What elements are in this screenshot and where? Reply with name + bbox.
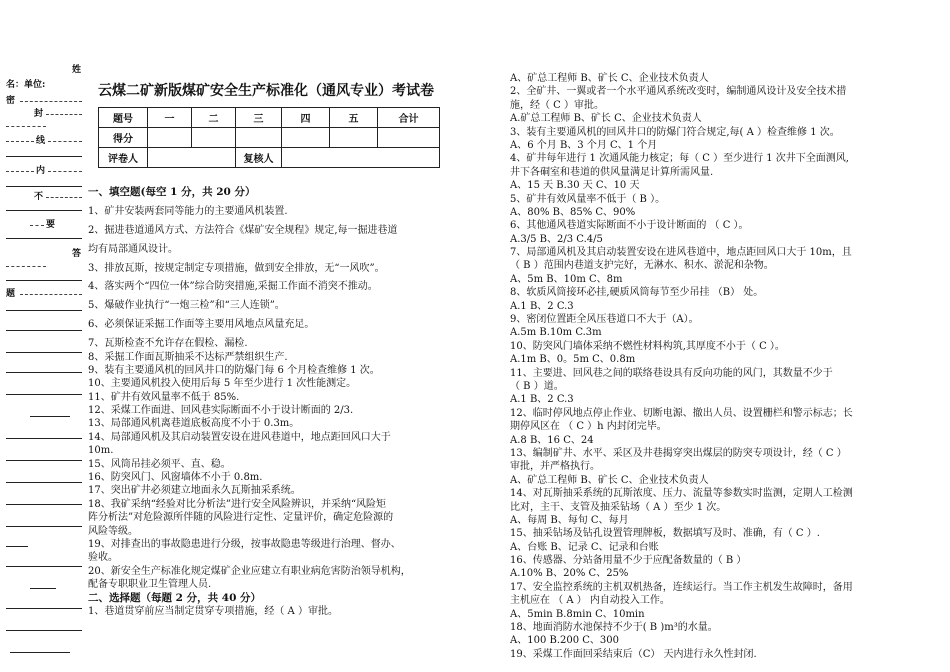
question-line: 2、掘进巷道通风方式、方法符合《煤矿安全规程》规定,每一掘进巷道: [88, 224, 398, 236]
fill-line: [6, 352, 82, 353]
right-column: [510, 72, 905, 661]
question-line: 10、防突风门墙体采纳不燃性材料构筑,其厚度不小于（ C ）。: [510, 340, 785, 352]
question-line: 18、地面消防水池保持不少于( B )m³的水量。: [510, 622, 718, 634]
question-line: 风险等级。: [88, 525, 138, 537]
fill-line: [6, 504, 82, 505]
left-column: [88, 186, 448, 618]
question-line: A.10% B、20% C、25%: [510, 568, 629, 580]
seal-line: [48, 171, 82, 172]
question-line: 7、瓦斯检查不允许存在假检、漏检.: [88, 338, 248, 350]
question-line: A.1 B、2 C.3: [510, 394, 574, 406]
score-cell[interactable]: [148, 128, 192, 148]
question-line: 比对，主干、支管及抽采钻场（ A ）至少 1 次。: [510, 501, 727, 513]
question-line: 8、采掘工作面瓦斯抽采不达标严禁组织生产.: [88, 351, 288, 363]
question-line: 均有局部通风设计。: [88, 243, 178, 255]
label-xing: 姓: [72, 65, 82, 75]
question-line: （ B ）道。: [510, 380, 564, 392]
question-line: 验收。: [88, 552, 118, 564]
question-line: 14、局部通风机及其启动装置安设在进风巷道中，地点距回风口大于: [88, 431, 391, 443]
fill-line: [6, 186, 82, 187]
seal-line: [20, 101, 82, 102]
question-line: A.1 B、2 C.3: [510, 300, 574, 312]
header-part-1: 一: [148, 108, 192, 128]
question-line: 16、传感器、分站备用量不少于应配备数量的（ B ）: [510, 555, 747, 567]
question-line: A、80% B、85% C、90%: [510, 206, 636, 218]
seal-line: [48, 141, 82, 142]
question-line: 6、其他通风巷道实际断面不小于设计断面的 （ C ）。: [510, 220, 749, 232]
label-name-unit: 名：单位:: [6, 80, 46, 90]
question-line: 18、我矿采纳“经验对比分析法”进行安全风险辨识，并采纳“风险矩: [88, 498, 387, 510]
question-line: 8、软质风筒接环必挂,硬质风筒每节至少吊挂 （B） 处。: [510, 287, 764, 299]
question-line: 14、对瓦斯抽采系统的瓦斯浓度、压力、流量等参数实时监测，定期人工检测: [510, 488, 853, 500]
fill-line: [6, 608, 82, 609]
score-cell[interactable]: [192, 128, 236, 148]
question-line: 5、爆破作业执行“一炮三检”和“三人连锁”。: [88, 300, 285, 312]
question-line: A、5m B、10m C、8m: [510, 273, 623, 285]
grader-cell[interactable]: [148, 148, 236, 168]
fill-line: [6, 394, 82, 395]
question-line: 12、采煤工作面进、回风巷实际断面不小于设计断面的 2/3.: [88, 405, 354, 417]
section-choice-title: 二、选择题（每题 2 分，共 40 分）: [88, 591, 262, 604]
score-cell[interactable]: [330, 128, 378, 148]
question-line: 9、装有主要通风机的回风井口的防爆门每 6 个月检查维修 1 次。: [88, 364, 380, 376]
question-line: A.8 B、16 C、24: [510, 434, 594, 446]
question-line: 2、全矿井、一翼或者一个水平通风系统改变时，编制通风设计及安全技术措: [510, 86, 847, 98]
score-cell[interactable]: [378, 128, 440, 148]
question-line: 19、采煤工作面回采结束后（C） 天内进行永久性封闭.: [510, 648, 757, 660]
fill-line: [6, 482, 82, 483]
fill-line: [6, 238, 82, 239]
question-line: 16、防突风门、风窗墙体不小于 0.8m.: [88, 472, 263, 484]
question-line: A.5m B.10m C.3m: [510, 327, 602, 339]
fill-line: [6, 156, 82, 157]
fill-line: [10, 652, 70, 653]
question-line: 20、新安全生产标准化规定煤矿企业应建立有职业病危害防治领导机构，: [88, 565, 411, 577]
fill-line: [30, 588, 56, 589]
question-line: 13、编制矿井、水平、采区及井巷揭穿突出煤层的防突专项设计，经（ C ）: [510, 447, 847, 459]
question-line: 井下各硐室和巷道的供风量满足计算所需风量.: [510, 166, 714, 178]
seal-line: [46, 114, 82, 115]
question-line: A、每周 B、每旬 C、每月: [510, 514, 629, 526]
question-line: 5、矿井有效风量率不低于（ B ）。: [510, 193, 666, 205]
seal-line: [6, 126, 46, 127]
fill-line: [6, 526, 82, 527]
question-line: 1、巷道贯穿前应当制定贯穿专项措施，经（ A ）审批。: [88, 605, 338, 617]
fill-line: [6, 330, 82, 331]
seal-line: [6, 171, 34, 172]
score-cell[interactable]: [282, 128, 330, 148]
question-line: 4、落实两个“四位一体”综合防突措施,采掘工作面不消突不推动。: [88, 281, 378, 293]
fill-line: [6, 566, 82, 567]
question-line: 13、局部通风机离巷道底板高度不小于 0.3m。: [88, 418, 300, 430]
label-ti: 题: [6, 289, 16, 299]
row-grader-label: 评卷人: [99, 148, 148, 168]
question-line: 17、突出矿井必须建立地面永久瓦斯抽采系统。: [88, 485, 301, 497]
question-line: 19、对排查出的事故隐患进行分级，按事故隐患等级进行治理、督办、: [88, 538, 401, 550]
label-xian: 线: [36, 136, 46, 146]
question-line: 15、风筒吊挂必须平、直、稳。: [88, 458, 231, 470]
question-line: 15、抽采钻场及钻孔设置管理牌板，数据填写及时、准确，有（ C ）.: [510, 528, 820, 540]
question-line: 4、矿井每年进行 1 次通风能力核定；每（ C ）至少进行 1 次井下全面测风,: [510, 153, 849, 165]
question-line: 9、密闭位置距全风压巷道口不大于（A）。: [510, 314, 699, 326]
fill-line: [6, 372, 82, 373]
question-line: 主机应在 （ A ） 内自动投入工作。: [510, 595, 670, 607]
question-line: A.1m B、0。5m C、0.8m: [510, 354, 636, 366]
row-score-label: 得分: [99, 128, 148, 148]
section-fill-in-title: 一、填空题(每空 1 分，共 20 分）: [88, 186, 256, 198]
question-line: 6、必须保证采掘工作面等主要用风地点风量充足。: [88, 319, 315, 331]
question-line: A、15 天 B.30 天 C、10 天: [510, 180, 640, 192]
question-line: 3、装有主要通风机的回风井口的防爆门符合规定,每( A ）检查维修 1 次。: [510, 126, 840, 138]
fill-line: [6, 438, 82, 439]
exam-title: 云煤二矿新版煤矿安全生产标准化（通风专业）考试卷: [98, 83, 434, 99]
seal-line: [30, 225, 44, 226]
question-line: 10m.: [88, 445, 114, 457]
question-line: 配备专职职业卫生管理人员.: [88, 579, 212, 591]
question-line: A、台账 B、记录 C、记录和台账: [510, 541, 659, 553]
seal-line: [6, 141, 34, 142]
label-nei: 内: [36, 166, 46, 176]
fill-line: [6, 310, 82, 311]
question-line: A、矿总工程师 B、矿长 C、企业技术负责人: [510, 73, 709, 84]
question-line: A、100 B.200 C、300: [510, 635, 620, 647]
label-mi: 密: [6, 96, 16, 106]
question-line: 1、矿井安装两套同等能力的主要通风机装置.: [88, 205, 288, 217]
question-line: A.矿总工程师 B、矿长 C、企业技术负责人: [510, 113, 702, 125]
header-part-4: 四: [282, 108, 330, 128]
fill-line: [30, 416, 70, 417]
question-line: 11、主要进、回风巷之间的联络巷设具有反向功能的风门，其数量不少于: [510, 367, 833, 379]
header-part-2: 二: [192, 108, 236, 128]
binding-strip: [0, 0, 88, 672]
question-line: 12、临时停风地点停止作业、切断电源、撤出人员、设置栅栏和警示标志；长: [510, 407, 853, 419]
question-line: 阵分析法”对危险源所伴随的风险进行定性、定量评价，确定危险源的: [88, 512, 394, 524]
label-feng: 封: [34, 109, 44, 119]
score-cell[interactable]: [236, 128, 282, 148]
seal-line: [46, 197, 82, 198]
fill-line: [6, 210, 82, 211]
question-line: 期停风区在 （ C ）h 内封闭完毕。: [510, 421, 667, 433]
seal-line: [20, 294, 82, 295]
question-line: A、6 个月 B、3 个月 C、1 个月: [510, 139, 658, 151]
question-line: （ B ）范围内巷道支护完好，无淋水、积水、淤泥和杂物。: [510, 260, 774, 272]
header-part-5: 五: [330, 108, 378, 128]
score-table: [98, 107, 440, 168]
question-line: 3、排放瓦斯，按规定制定专项措施，做到安全排放，无“一风吹”。: [88, 262, 385, 274]
header-total: 合计: [378, 108, 440, 128]
label-bu: 不: [34, 192, 44, 202]
question-line: A、矿总工程师 B、矿长 C、企业技术负责人: [510, 474, 709, 486]
question-line: 11、矿井有效风量率不低于 85%.: [88, 391, 240, 403]
question-line: 10、主要通风机投入使用后每 5 年至少进行 1 次性能测定。: [88, 378, 357, 390]
label-yao: 要: [46, 220, 56, 230]
reviewer-label: 复核人: [236, 148, 282, 168]
question-line: 17、安全监控系统的主机双机热备，连续运行。当工作主机发生故障时，备用: [510, 581, 853, 593]
fill-line: [6, 280, 82, 281]
question-line: 施，经（ C ）审批。: [510, 99, 605, 111]
seal-line: [6, 266, 46, 267]
fill-line: [6, 546, 28, 547]
question-line: A.3/5 B、2/3 C.4/5: [510, 233, 603, 245]
question-line: A、5min B.8min C、10min: [510, 608, 645, 620]
fill-line: [6, 630, 82, 631]
question-line: 7、局部通风机及其启动装置安设在进风巷道中，地点距回风口大于 10m，且: [510, 247, 852, 259]
fill-line: [6, 460, 82, 461]
header-question-no: 题号: [99, 108, 148, 128]
label-da: 答: [72, 249, 82, 259]
question-line: 审批，并严格执行。: [510, 461, 600, 473]
reviewer-cell[interactable]: [282, 148, 440, 168]
header-part-3: 三: [236, 108, 282, 128]
